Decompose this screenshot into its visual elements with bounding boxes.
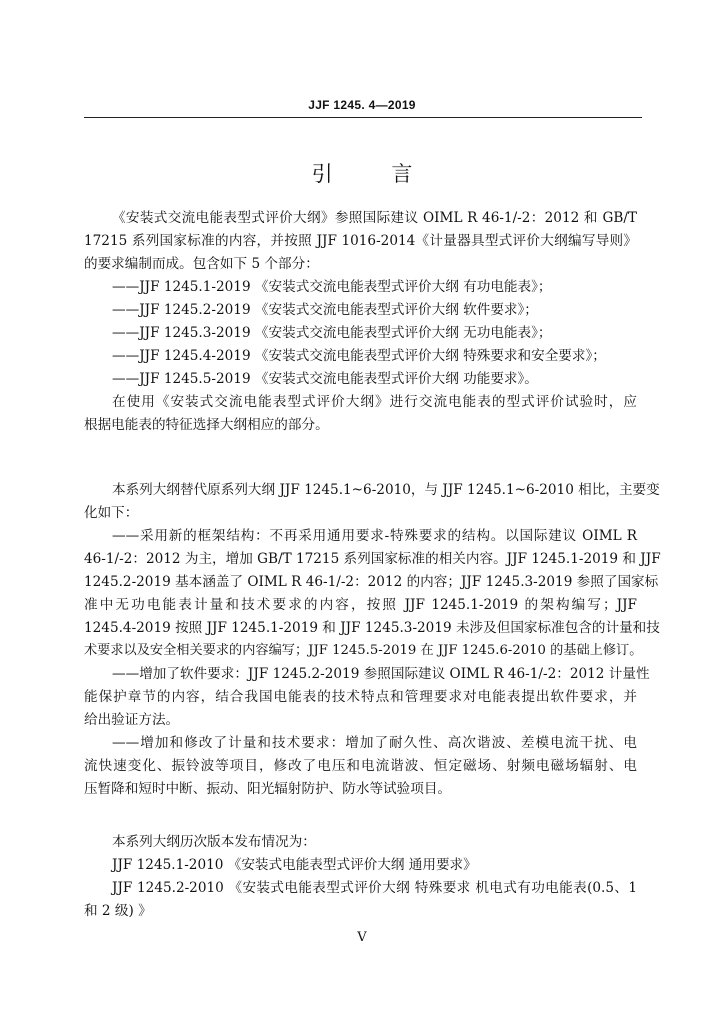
page-title: 引 言 — [311, 162, 439, 186]
text-line-wrap — [84, 549, 661, 569]
text-line: 1245.2-2019 基本涵盖了 OIML R 46-1/-2：2012 的内容；JJF 1245.3-2019 参照了国家标 — [84, 574, 659, 590]
history-entry — [84, 878, 637, 898]
text-line: 给出验证方法。 — [84, 712, 180, 728]
text-line: 压暂降和短时中断、振动、阳光辐射防护、防水等试验项目。 — [84, 781, 452, 797]
text-line: JJF 1245.2-2010 《安装式电能表型式评价大纲 特殊要求 机电式有功电能表(0.5、1 — [112, 880, 637, 896]
text-line: 17215 系列国家标准的内容，并按照 JJF 1016-2014《计量器具型式评价大纲编写导则》 — [84, 233, 637, 249]
text-line: ——增加和修改了计量和技术要求：增加了耐久性、高次谐波、差模电流干扰、电 — [112, 735, 637, 751]
text-line: 在使用《安装式交流电能表型式评价大纲》进行交流电能表的型式评价试验时，应 — [112, 394, 637, 410]
text-line: 根据电能表的特征选择大纲相应的部分。 — [84, 417, 329, 433]
part-item: ——JJF 1245.1-2019 《安装式交流电能表型式评价大纲 有功电能表》； — [112, 279, 552, 295]
text-line: 流快速变化、振铃波等项目，修改了电压和电流谐波、恒定磁场、射频电磁场辐射、电 — [84, 758, 637, 774]
change-item-framework — [84, 526, 637, 546]
intro-paragraph-line — [84, 231, 637, 251]
text-line: ——增加了软件要求：JJF 1245.2-2019 参照国际建议 OIML R 46-1/-2：2012 计量性 — [112, 666, 650, 682]
text-line: 本系列大纲替代原系列大纲 JJF 1245.1~6-2010，与 JJF 1245.1~6-2010 相比，主要变 — [112, 482, 660, 498]
change-item-requirements — [84, 733, 637, 753]
text-line: 化如下： — [84, 505, 139, 521]
document-code-header: JJF 1245. 4—2019 — [308, 98, 416, 112]
part-item: ——JJF 1245.3-2019 《安装式交流电能表型式评价大纲 无功电能表》； — [112, 325, 552, 341]
text-line: 1245.4-2019 按照 JJF 1245.1-2019 和 JJF 1245.3-2019 未涉及但国家标准包含的计量和技 — [84, 620, 660, 636]
history-entry: JJF 1245.1-2010 《安装式电能表型式评价大纲 通用要求》 — [112, 857, 477, 873]
text-line-wrap — [84, 618, 660, 638]
text-line: 术要求以及安全相关要求的内容编写；JJF 1245.5-2019 在 JJF 1245.6-2010 的基础上修订。 — [84, 643, 643, 658]
header-rule — [84, 117, 642, 118]
part-item: ——JJF 1245.5-2019 《安装式交流电能表型式评价大纲 功能要求》。 — [112, 371, 538, 387]
text-line-wrap — [84, 687, 637, 707]
text-line-wrap — [84, 641, 643, 661]
part-item: ——JJF 1245.4-2019 《安装式交流电能表型式评价大纲 特殊要求和安全要求》； — [112, 348, 606, 364]
history-lead: 本系列大纲历次版本发布情况为： — [112, 834, 316, 850]
text-line-wrap — [84, 756, 637, 776]
text-line: 《安装式交流电能表型式评价大纲》参照国际建议 OIML R 46-1/-2：2012 和 GB/T — [112, 210, 637, 226]
intro-paragraph — [84, 208, 637, 228]
text-line: 46-1/-2：2012 为主，增加 GB/T 17215 系列国家标准的相关内容。JJF 1245.1-2019 和 JJF — [84, 551, 661, 567]
page-number: V — [357, 930, 367, 945]
text-line: 准中无功电能表计量和技术要求的内容，按照 JJF 1245.1-2019 的架构编写；JJF — [84, 597, 637, 613]
change-item-software — [84, 664, 650, 684]
text-line-wrap — [84, 595, 637, 615]
text-line-wrap — [84, 572, 659, 592]
usage-paragraph — [84, 392, 637, 412]
changes-lead — [84, 480, 660, 500]
text-line: 和 2 级) 》 — [84, 903, 152, 919]
text-line: 能保护章节的内容，结合我国电能表的技术特点和管理要求对电能表提出软件要求，并 — [84, 689, 637, 705]
text-line: 的要求编制而成。包含如下 5 个部分： — [84, 256, 319, 272]
text-line: ——采用新的框架结构：不再采用通用要求-特殊要求的结构。以国际建议 OIML R — [112, 528, 637, 544]
part-item: ——JJF 1245.2-2019 《安装式交流电能表型式评价大纲 软件要求》； — [112, 302, 538, 318]
